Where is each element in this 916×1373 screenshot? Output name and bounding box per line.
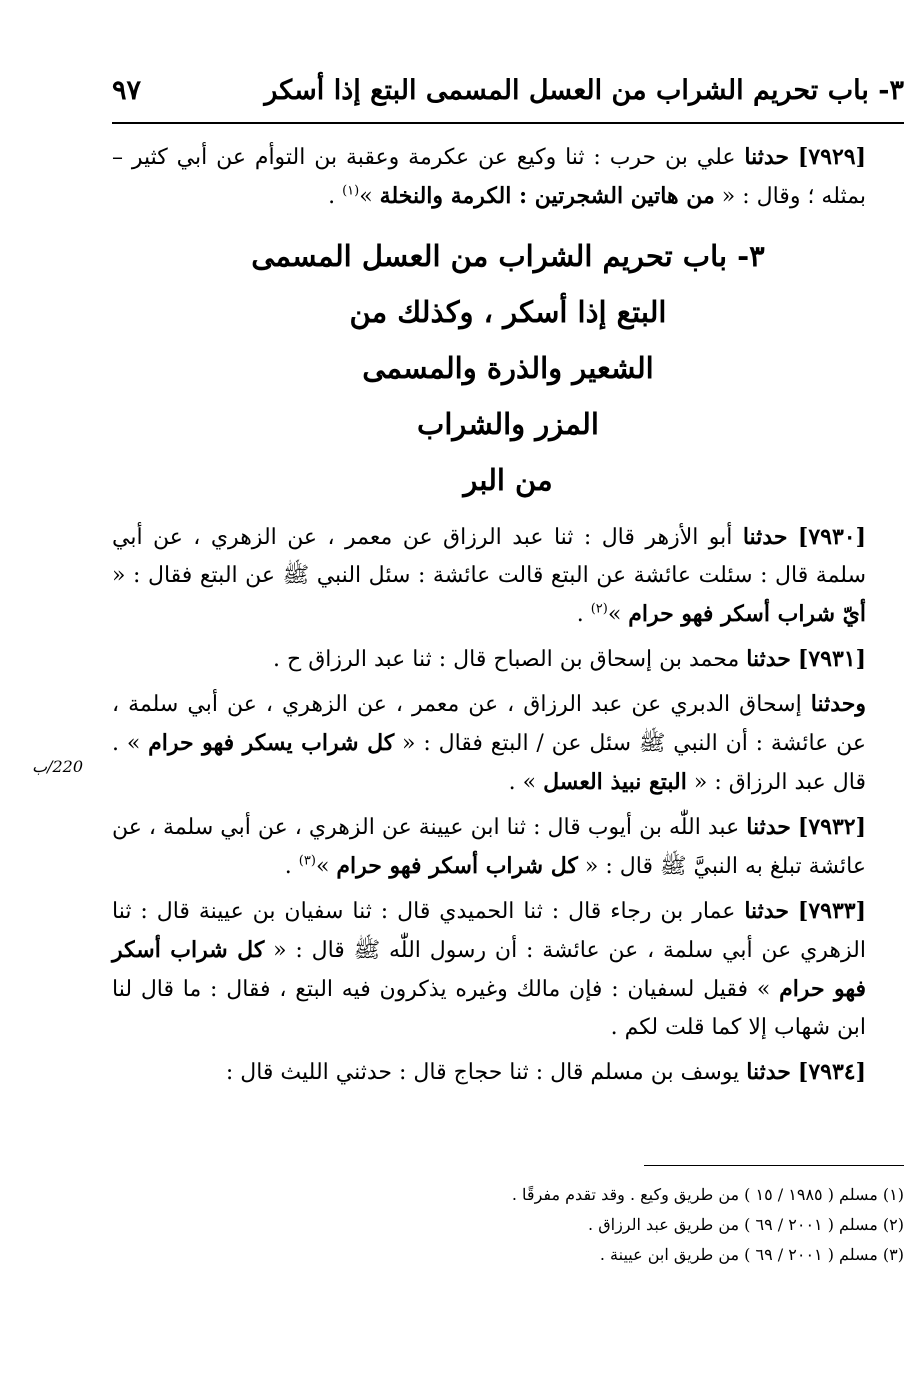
hadith-text: يوسف بن مسلم قال : ثنا حجاج قال : حدثني الليث قال : xyxy=(225,1060,740,1085)
page-number: ٩٧ xyxy=(112,74,142,106)
manuscript-folio-note: 220/ب xyxy=(32,757,83,776)
hadith-7933 xyxy=(112,892,904,1047)
hadith-quote: كل شراب يسكر فهو حرام xyxy=(148,730,395,756)
chapter-heading-line: الشعير والذرة والمسمى xyxy=(362,351,654,385)
hadith-number: [٧٩٣٠] xyxy=(797,524,866,550)
hadith-7930 xyxy=(112,518,904,634)
sentence-end: . xyxy=(328,184,343,209)
chapter-heading-line: من البر xyxy=(463,463,553,497)
hadith-text: » فقيل لسفيان : فإن مالك وغيره يذكرون فيه البتع ، فقال : ما قال لنا ابن شهاب إلا كما قلت لكم . xyxy=(112,977,866,1040)
footnote: (١) مسلم ( ١٩٨٥ / ١٥ ) من طريق وكيع . وقد تقدم مفرقًا . xyxy=(511,1185,904,1204)
main-text xyxy=(112,138,904,1098)
footnote-ref: (٢) xyxy=(590,601,608,617)
sentence-end: . xyxy=(284,854,299,879)
quote-close: » xyxy=(315,854,330,879)
hadith-opener: حدثنا xyxy=(746,1059,791,1085)
hadith-7932 xyxy=(112,808,904,886)
hadith-quote: أيّ شراب أسكر فهو حرام xyxy=(628,601,866,627)
hadith-number: [٧٩٢٩] xyxy=(797,144,866,170)
hadith-number: [٧٩٣٣] xyxy=(797,898,866,924)
hadith-number: [٧٩٣٤] xyxy=(797,1059,866,1085)
hadith-7934 xyxy=(112,1053,904,1092)
header-rule xyxy=(112,122,904,124)
footnote: (٢) مسلم ( ٢٠٠١ / ٦٩ ) من طريق عبد الرزاق . xyxy=(588,1215,904,1234)
chapter-heading-line: المزر والشراب xyxy=(417,407,599,441)
hadith-7929 xyxy=(112,138,904,216)
hadith-opener: حدثنا xyxy=(744,144,790,170)
hadith-7931 xyxy=(112,640,904,679)
hadith-quote: البتع نبيذ العسل xyxy=(543,769,687,795)
sentence-end: » . xyxy=(508,770,537,795)
hadith-opener: حدثنا xyxy=(746,646,791,672)
chapter-heading-line: ٣- باب تحريم الشراب من العسل المسمى xyxy=(251,239,765,273)
running-header xyxy=(112,70,904,110)
quote-close: » xyxy=(359,184,373,209)
chapter-heading-line: البتع إذا أسكر ، وكذلك من xyxy=(349,295,667,329)
hadith-text: عبد اللّٰه بن أيوب قال : ثنا ابن عيينة عن الزهري ، عن أبي سلمة ، عن عائشة تبلغ به النبيَّ ﷺ قال : « xyxy=(112,815,866,879)
hadith-opener: وحدثنا xyxy=(810,691,866,717)
running-title: ٣- باب تحريم الشراب من العسل المسمى البتع إذا أسكر xyxy=(264,74,904,106)
hadith-quote: كل شراب أسكر فهو حرام xyxy=(336,853,578,879)
hadith-quote: من هاتين الشجرتين : الكرمة والنخلة xyxy=(379,183,715,209)
hadith-text: عمار بن رجاء قال : ثنا الحميدي قال : ثنا سفيان بن عيينة قال : ثنا الزهري عن أبي سلمة ، عن عائشة : أن رسول اللّٰه ﷺ قال : « xyxy=(112,899,866,963)
hadith-opener: حدثنا xyxy=(742,524,788,550)
sentence-end: . xyxy=(576,602,591,627)
hadith-text: علي بن حرب : ثنا وكيع عن عكرمة وعقبة بن التوأم عن أبي كثير – بمثله ؛ وقال : « xyxy=(112,145,866,209)
hadith-text: أبو الأزهر قال : ثنا عبد الرزاق عن معمر ، عن الزهري ، عن أبي سلمة قال : سئلت عائشة عن البتع قالت عائشة : سئل النبي ﷺ عن البتع فقال : « xyxy=(112,525,866,588)
hadith-quote: كل شراب أسكر فهو حرام xyxy=(112,937,867,1002)
footnote-ref: (٣) xyxy=(298,853,316,869)
hadith-text: محمد بن إسحاق بن الصباح قال : ثنا عبد الرزاق ح . xyxy=(273,647,740,672)
hadith-7931-second-chain xyxy=(112,685,904,802)
hadith-text: » . قال عبد الرزاق : « xyxy=(112,731,866,795)
footnote-ref: (١) xyxy=(342,183,360,199)
footnote-rule xyxy=(644,1165,904,1166)
footnote: (٣) مسلم ( ٢٠٠١ / ٦٩ ) من طريق ابن عيينة . xyxy=(599,1245,904,1264)
hadith-text: إسحاق الدبري عن عبد الرزاق ، عن معمر ، عن الزهري ، عن أبي سلمة ، عن عائشة : أن النبي ﷺ سئل عن / البتع فقال : « xyxy=(112,692,867,756)
hadith-number: [٧٩٣٢] xyxy=(797,814,866,840)
hadith-number: [٧٩٣١] xyxy=(797,646,866,672)
footnotes xyxy=(300,1180,904,1270)
chapter-heading xyxy=(112,228,904,508)
quote-close: » xyxy=(607,602,622,627)
hadith-opener: حدثنا xyxy=(744,898,789,924)
hadith-opener: حدثنا xyxy=(746,814,791,840)
